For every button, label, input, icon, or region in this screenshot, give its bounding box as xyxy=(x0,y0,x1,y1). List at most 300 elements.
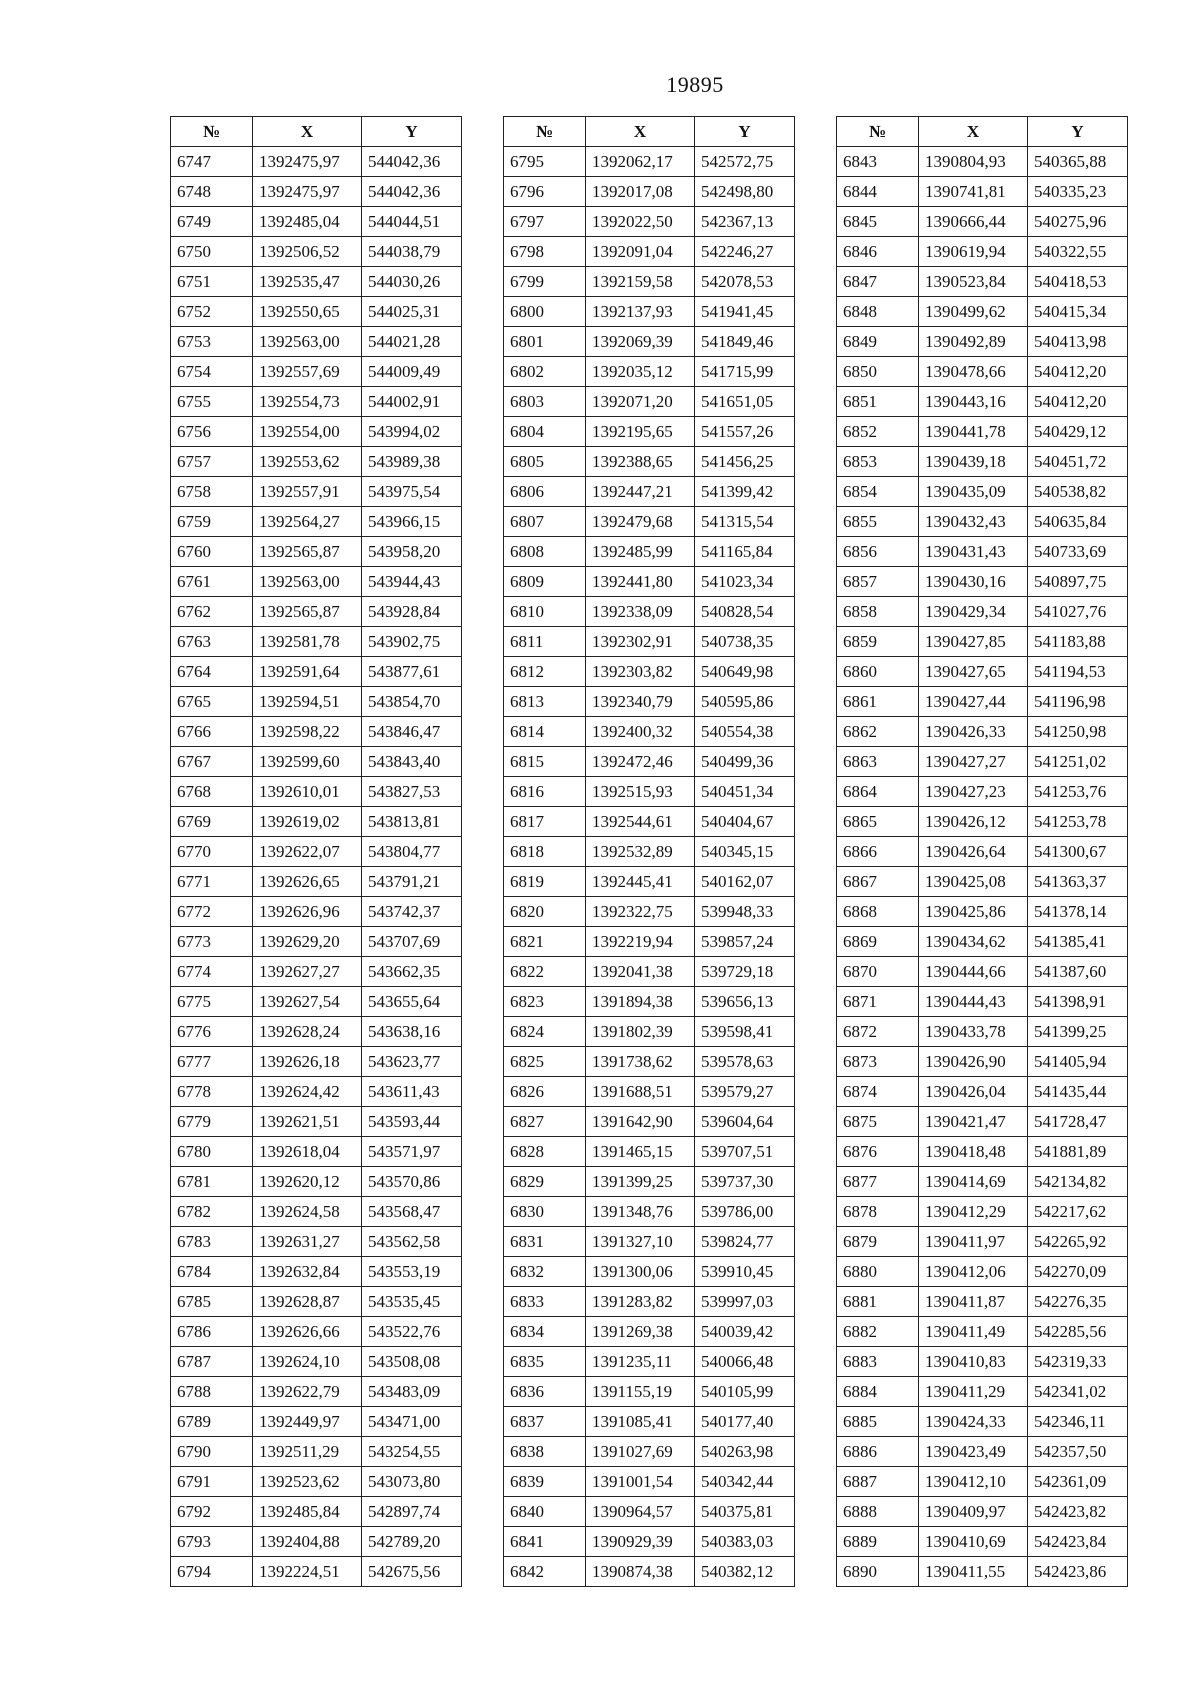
cell-number: 6874 xyxy=(837,1077,919,1107)
cell-number: 6783 xyxy=(171,1227,253,1257)
table-row xyxy=(171,657,462,687)
cell-x: 1390666,44 xyxy=(919,207,1028,237)
table-row xyxy=(504,447,795,477)
cell-y: 541315,54 xyxy=(695,507,795,537)
cell-number: 6812 xyxy=(504,657,586,687)
cell-x: 1390412,10 xyxy=(919,1467,1028,1497)
cell-y: 542285,56 xyxy=(1028,1317,1128,1347)
cell-x: 1390964,57 xyxy=(586,1497,695,1527)
table-row xyxy=(837,1317,1128,1347)
cell-number: 6870 xyxy=(837,957,919,987)
cell-number: 6794 xyxy=(171,1557,253,1587)
cell-number: 6754 xyxy=(171,357,253,387)
table-row xyxy=(171,1467,462,1497)
cell-x: 1390426,64 xyxy=(919,837,1028,867)
cell-y: 540451,34 xyxy=(695,777,795,807)
cell-y: 541253,76 xyxy=(1028,777,1128,807)
cell-x: 1390874,38 xyxy=(586,1557,695,1587)
cell-number: 6813 xyxy=(504,687,586,717)
cell-number: 6847 xyxy=(837,267,919,297)
cell-y: 543707,69 xyxy=(362,927,462,957)
table-row xyxy=(504,267,795,297)
cell-number: 6817 xyxy=(504,807,586,837)
cell-y: 540383,03 xyxy=(695,1527,795,1557)
cell-x: 1391327,10 xyxy=(586,1227,695,1257)
table-row xyxy=(837,1557,1128,1587)
cell-number: 6837 xyxy=(504,1407,586,1437)
cell-y: 541849,46 xyxy=(695,327,795,357)
cell-number: 6805 xyxy=(504,447,586,477)
cell-y: 539604,64 xyxy=(695,1107,795,1137)
cell-number: 6775 xyxy=(171,987,253,1017)
cell-y: 543471,00 xyxy=(362,1407,462,1437)
cell-y: 539729,18 xyxy=(695,957,795,987)
cell-y: 541941,45 xyxy=(695,297,795,327)
cell-x: 1392598,22 xyxy=(253,717,362,747)
cell-number: 6780 xyxy=(171,1137,253,1167)
cell-y: 543254,55 xyxy=(362,1437,462,1467)
cell-number: 6766 xyxy=(171,717,253,747)
table-row xyxy=(837,537,1128,567)
table-header-row xyxy=(171,117,462,147)
table-row xyxy=(504,1257,795,1287)
table-row xyxy=(504,807,795,837)
table-row xyxy=(837,1197,1128,1227)
cell-y: 541363,37 xyxy=(1028,867,1128,897)
table-row xyxy=(837,327,1128,357)
table-row xyxy=(171,597,462,627)
cell-x: 1390523,84 xyxy=(919,267,1028,297)
cell-number: 6861 xyxy=(837,687,919,717)
cell-y: 540649,98 xyxy=(695,657,795,687)
cell-number: 6790 xyxy=(171,1437,253,1467)
cell-number: 6767 xyxy=(171,747,253,777)
table-row xyxy=(504,417,795,447)
cell-x: 1392511,29 xyxy=(253,1437,362,1467)
cell-y: 539997,03 xyxy=(695,1287,795,1317)
table-row xyxy=(504,1527,795,1557)
table-row xyxy=(504,357,795,387)
cell-number: 6797 xyxy=(504,207,586,237)
cell-x: 1392449,97 xyxy=(253,1407,362,1437)
table-row xyxy=(837,357,1128,387)
cell-y: 540375,81 xyxy=(695,1497,795,1527)
cell-number: 6863 xyxy=(837,747,919,777)
cell-number: 6857 xyxy=(837,567,919,597)
table-row xyxy=(171,447,462,477)
cell-x: 1391738,62 xyxy=(586,1047,695,1077)
cell-x: 1390431,43 xyxy=(919,537,1028,567)
cell-y: 542361,09 xyxy=(1028,1467,1128,1497)
cell-x: 1390411,97 xyxy=(919,1227,1028,1257)
cell-x: 1390492,89 xyxy=(919,327,1028,357)
cell-x: 1392564,27 xyxy=(253,507,362,537)
table-row xyxy=(837,1047,1128,1077)
table-row xyxy=(171,987,462,1017)
cell-y: 543944,43 xyxy=(362,567,462,597)
table-row xyxy=(837,1467,1128,1497)
cell-number: 6831 xyxy=(504,1227,586,1257)
cell-number: 6802 xyxy=(504,357,586,387)
cell-x: 1390426,12 xyxy=(919,807,1028,837)
table-row xyxy=(171,1077,462,1107)
cell-y: 543522,76 xyxy=(362,1317,462,1347)
cell-number: 6834 xyxy=(504,1317,586,1347)
cell-number: 6886 xyxy=(837,1437,919,1467)
cell-number: 6768 xyxy=(171,777,253,807)
cell-x: 1392475,97 xyxy=(253,177,362,207)
cell-y: 544030,26 xyxy=(362,267,462,297)
cell-y: 543508,08 xyxy=(362,1347,462,1377)
cell-x: 1391027,69 xyxy=(586,1437,695,1467)
cell-number: 6751 xyxy=(171,267,253,297)
cell-y: 543655,64 xyxy=(362,987,462,1017)
cell-number: 6880 xyxy=(837,1257,919,1287)
cell-x: 1391283,82 xyxy=(586,1287,695,1317)
cell-y: 541399,42 xyxy=(695,477,795,507)
table-row xyxy=(837,957,1128,987)
cell-y: 543804,77 xyxy=(362,837,462,867)
cell-y: 542357,50 xyxy=(1028,1437,1128,1467)
cell-number: 6867 xyxy=(837,867,919,897)
table-row xyxy=(504,1167,795,1197)
table-row xyxy=(171,1317,462,1347)
cell-x: 1392338,09 xyxy=(586,597,695,627)
cell-x: 1390424,33 xyxy=(919,1407,1028,1437)
cell-number: 6788 xyxy=(171,1377,253,1407)
cell-number: 6848 xyxy=(837,297,919,327)
cell-number: 6866 xyxy=(837,837,919,867)
cell-number: 6771 xyxy=(171,867,253,897)
cell-y: 542134,82 xyxy=(1028,1167,1128,1197)
header-x: X xyxy=(253,117,362,147)
cell-x: 1392627,54 xyxy=(253,987,362,1017)
cell-x: 1392069,39 xyxy=(586,327,695,357)
cell-x: 1392610,01 xyxy=(253,777,362,807)
cell-number: 6808 xyxy=(504,537,586,567)
cell-y: 544021,28 xyxy=(362,327,462,357)
table-row xyxy=(504,687,795,717)
table-row xyxy=(171,957,462,987)
cell-x: 1391001,54 xyxy=(586,1467,695,1497)
cell-y: 540066,48 xyxy=(695,1347,795,1377)
cell-y: 542270,09 xyxy=(1028,1257,1128,1287)
cell-x: 1392622,07 xyxy=(253,837,362,867)
cell-y: 543570,86 xyxy=(362,1167,462,1197)
cell-number: 6792 xyxy=(171,1497,253,1527)
cell-y: 539737,30 xyxy=(695,1167,795,1197)
table-row xyxy=(504,297,795,327)
table-row xyxy=(504,477,795,507)
cell-y: 543791,21 xyxy=(362,867,462,897)
cell-y: 540345,15 xyxy=(695,837,795,867)
cell-x: 1392629,20 xyxy=(253,927,362,957)
table-row xyxy=(504,657,795,687)
table-row xyxy=(837,1107,1128,1137)
cell-y: 539786,00 xyxy=(695,1197,795,1227)
cell-number: 6838 xyxy=(504,1437,586,1467)
cell-x: 1392626,65 xyxy=(253,867,362,897)
cell-number: 6803 xyxy=(504,387,586,417)
table-row xyxy=(171,807,462,837)
cell-number: 6796 xyxy=(504,177,586,207)
cell-x: 1391399,25 xyxy=(586,1167,695,1197)
table-row xyxy=(504,1077,795,1107)
cell-number: 6875 xyxy=(837,1107,919,1137)
cell-y: 543483,09 xyxy=(362,1377,462,1407)
cell-y: 543975,54 xyxy=(362,477,462,507)
cell-x: 1390427,23 xyxy=(919,777,1028,807)
cell-x: 1390619,94 xyxy=(919,237,1028,267)
cell-x: 1392475,97 xyxy=(253,147,362,177)
cell-x: 1392626,66 xyxy=(253,1317,362,1347)
cell-x: 1392485,84 xyxy=(253,1497,362,1527)
table-row xyxy=(171,1197,462,1227)
cell-x: 1392557,91 xyxy=(253,477,362,507)
table-row xyxy=(171,1227,462,1257)
cell-number: 6747 xyxy=(171,147,253,177)
cell-number: 6823 xyxy=(504,987,586,1017)
table-row xyxy=(837,507,1128,537)
table-row xyxy=(504,957,795,987)
table-row xyxy=(837,267,1128,297)
cell-x: 1390434,62 xyxy=(919,927,1028,957)
cell-y: 544044,51 xyxy=(362,207,462,237)
header-y: Y xyxy=(362,117,462,147)
table-row xyxy=(171,867,462,897)
page-number: 19895 xyxy=(666,72,724,97)
table-row xyxy=(837,1287,1128,1317)
cell-y: 540365,88 xyxy=(1028,147,1128,177)
cell-y: 541027,76 xyxy=(1028,597,1128,627)
table-row xyxy=(171,567,462,597)
cell-y: 543813,81 xyxy=(362,807,462,837)
cell-x: 1392535,47 xyxy=(253,267,362,297)
cell-number: 6777 xyxy=(171,1047,253,1077)
cell-number: 6760 xyxy=(171,537,253,567)
table-row xyxy=(171,1107,462,1137)
cell-x: 1392622,79 xyxy=(253,1377,362,1407)
table-row xyxy=(837,1347,1128,1377)
table-row xyxy=(837,987,1128,1017)
cell-number: 6807 xyxy=(504,507,586,537)
cell-number: 6791 xyxy=(171,1467,253,1497)
cell-x: 1390411,49 xyxy=(919,1317,1028,1347)
cell-y: 543571,97 xyxy=(362,1137,462,1167)
cell-number: 6804 xyxy=(504,417,586,447)
cell-y: 542346,11 xyxy=(1028,1407,1128,1437)
cell-x: 1390425,08 xyxy=(919,867,1028,897)
cell-number: 6762 xyxy=(171,597,253,627)
coordinates-table-2 xyxy=(503,116,795,1587)
cell-y: 540412,20 xyxy=(1028,387,1128,417)
cell-x: 1390433,78 xyxy=(919,1017,1028,1047)
table-row xyxy=(837,717,1128,747)
cell-x: 1392340,79 xyxy=(586,687,695,717)
cell-x: 1392553,62 xyxy=(253,447,362,477)
cell-number: 6835 xyxy=(504,1347,586,1377)
table-row xyxy=(171,717,462,747)
cell-x: 1392544,61 xyxy=(586,807,695,837)
cell-x: 1392071,20 xyxy=(586,387,695,417)
cell-x: 1392591,64 xyxy=(253,657,362,687)
cell-y: 540451,72 xyxy=(1028,447,1128,477)
cell-x: 1392620,12 xyxy=(253,1167,362,1197)
table-row xyxy=(837,807,1128,837)
cell-number: 6849 xyxy=(837,327,919,357)
cell-y: 541194,53 xyxy=(1028,657,1128,687)
cell-x: 1390418,48 xyxy=(919,1137,1028,1167)
cell-number: 6787 xyxy=(171,1347,253,1377)
table-row xyxy=(171,1017,462,1047)
cell-y: 542897,74 xyxy=(362,1497,462,1527)
cell-x: 1390929,39 xyxy=(586,1527,695,1557)
cell-x: 1392626,18 xyxy=(253,1047,362,1077)
cell-y: 543593,44 xyxy=(362,1107,462,1137)
cell-x: 1390444,66 xyxy=(919,957,1028,987)
table-row xyxy=(171,1137,462,1167)
cell-y: 543562,58 xyxy=(362,1227,462,1257)
cell-number: 6789 xyxy=(171,1407,253,1437)
table-row xyxy=(171,207,462,237)
cell-y: 540412,20 xyxy=(1028,357,1128,387)
cell-x: 1391269,38 xyxy=(586,1317,695,1347)
cell-number: 6841 xyxy=(504,1527,586,1557)
table-row xyxy=(504,1047,795,1077)
cell-y: 541405,94 xyxy=(1028,1047,1128,1077)
cell-x: 1392219,94 xyxy=(586,927,695,957)
cell-y: 541435,44 xyxy=(1028,1077,1128,1107)
table-row xyxy=(837,687,1128,717)
cell-y: 543535,45 xyxy=(362,1287,462,1317)
cell-y: 542675,56 xyxy=(362,1557,462,1587)
table-row xyxy=(504,927,795,957)
cell-number: 6872 xyxy=(837,1017,919,1047)
cell-y: 540342,44 xyxy=(695,1467,795,1497)
cell-y: 542265,92 xyxy=(1028,1227,1128,1257)
cell-y: 541196,98 xyxy=(1028,687,1128,717)
cell-x: 1392554,00 xyxy=(253,417,362,447)
table-row xyxy=(171,537,462,567)
cell-x: 1390414,69 xyxy=(919,1167,1028,1197)
table-row xyxy=(504,1137,795,1167)
cell-number: 6871 xyxy=(837,987,919,1017)
table-row xyxy=(504,507,795,537)
cell-x: 1390427,85 xyxy=(919,627,1028,657)
cell-y: 543742,37 xyxy=(362,897,462,927)
cell-number: 6810 xyxy=(504,597,586,627)
table-row xyxy=(837,837,1128,867)
cell-number: 6806 xyxy=(504,477,586,507)
table-row xyxy=(837,1377,1128,1407)
table-row xyxy=(171,327,462,357)
cell-x: 1390423,49 xyxy=(919,1437,1028,1467)
cell-x: 1390410,69 xyxy=(919,1527,1028,1557)
table-row xyxy=(504,1497,795,1527)
cell-y: 540105,99 xyxy=(695,1377,795,1407)
cell-number: 6888 xyxy=(837,1497,919,1527)
cell-y: 539948,33 xyxy=(695,897,795,927)
cell-x: 1391894,38 xyxy=(586,987,695,1017)
cell-x: 1390409,97 xyxy=(919,1497,1028,1527)
cell-number: 6801 xyxy=(504,327,586,357)
cell-x: 1392303,82 xyxy=(586,657,695,687)
table-row xyxy=(171,837,462,867)
table-row xyxy=(504,1017,795,1047)
table-row xyxy=(837,147,1128,177)
cell-y: 540162,07 xyxy=(695,867,795,897)
cell-y: 541651,05 xyxy=(695,387,795,417)
table-row xyxy=(837,627,1128,657)
cell-x: 1392479,68 xyxy=(586,507,695,537)
cell-y: 543854,70 xyxy=(362,687,462,717)
cell-number: 6833 xyxy=(504,1287,586,1317)
table-row xyxy=(171,1047,462,1077)
table-row xyxy=(837,477,1128,507)
cell-x: 1392041,38 xyxy=(586,957,695,987)
table-row xyxy=(171,627,462,657)
cell-x: 1391688,51 xyxy=(586,1077,695,1107)
cell-number: 6770 xyxy=(171,837,253,867)
table-row xyxy=(171,147,462,177)
cell-number: 6844 xyxy=(837,177,919,207)
cell-x: 1390444,43 xyxy=(919,987,1028,1017)
cell-number: 6876 xyxy=(837,1137,919,1167)
cell-x: 1392599,60 xyxy=(253,747,362,777)
cell-x: 1390499,62 xyxy=(919,297,1028,327)
cell-x: 1390441,78 xyxy=(919,417,1028,447)
cell-y: 539910,45 xyxy=(695,1257,795,1287)
table-row xyxy=(837,1527,1128,1557)
cell-x: 1390432,43 xyxy=(919,507,1028,537)
cell-number: 6793 xyxy=(171,1527,253,1557)
cell-y: 544025,31 xyxy=(362,297,462,327)
cell-x: 1392557,69 xyxy=(253,357,362,387)
cell-number: 6878 xyxy=(837,1197,919,1227)
cell-y: 542423,82 xyxy=(1028,1497,1128,1527)
cell-x: 1392506,52 xyxy=(253,237,362,267)
cell-x: 1392388,65 xyxy=(586,447,695,477)
cell-x: 1392594,51 xyxy=(253,687,362,717)
cell-number: 6887 xyxy=(837,1467,919,1497)
table-row xyxy=(837,597,1128,627)
cell-x: 1391642,90 xyxy=(586,1107,695,1137)
cell-number: 6868 xyxy=(837,897,919,927)
cell-number: 6869 xyxy=(837,927,919,957)
table-row xyxy=(504,147,795,177)
cell-number: 6846 xyxy=(837,237,919,267)
cell-y: 541728,47 xyxy=(1028,1107,1128,1137)
table-row xyxy=(837,927,1128,957)
table-row xyxy=(837,387,1128,417)
cell-y: 539857,24 xyxy=(695,927,795,957)
cell-x: 1390426,33 xyxy=(919,717,1028,747)
header-x: X xyxy=(919,117,1028,147)
cell-y: 541387,60 xyxy=(1028,957,1128,987)
cell-number: 6854 xyxy=(837,477,919,507)
table-row xyxy=(504,1197,795,1227)
cell-number: 6827 xyxy=(504,1107,586,1137)
cell-x: 1392091,04 xyxy=(586,237,695,267)
table-row xyxy=(171,687,462,717)
cell-y: 541251,02 xyxy=(1028,747,1128,777)
cell-number: 6772 xyxy=(171,897,253,927)
cell-y: 542246,27 xyxy=(695,237,795,267)
cell-number: 6781 xyxy=(171,1167,253,1197)
cell-y: 541385,41 xyxy=(1028,927,1128,957)
cell-x: 1390412,06 xyxy=(919,1257,1028,1287)
cell-y: 543843,40 xyxy=(362,747,462,777)
